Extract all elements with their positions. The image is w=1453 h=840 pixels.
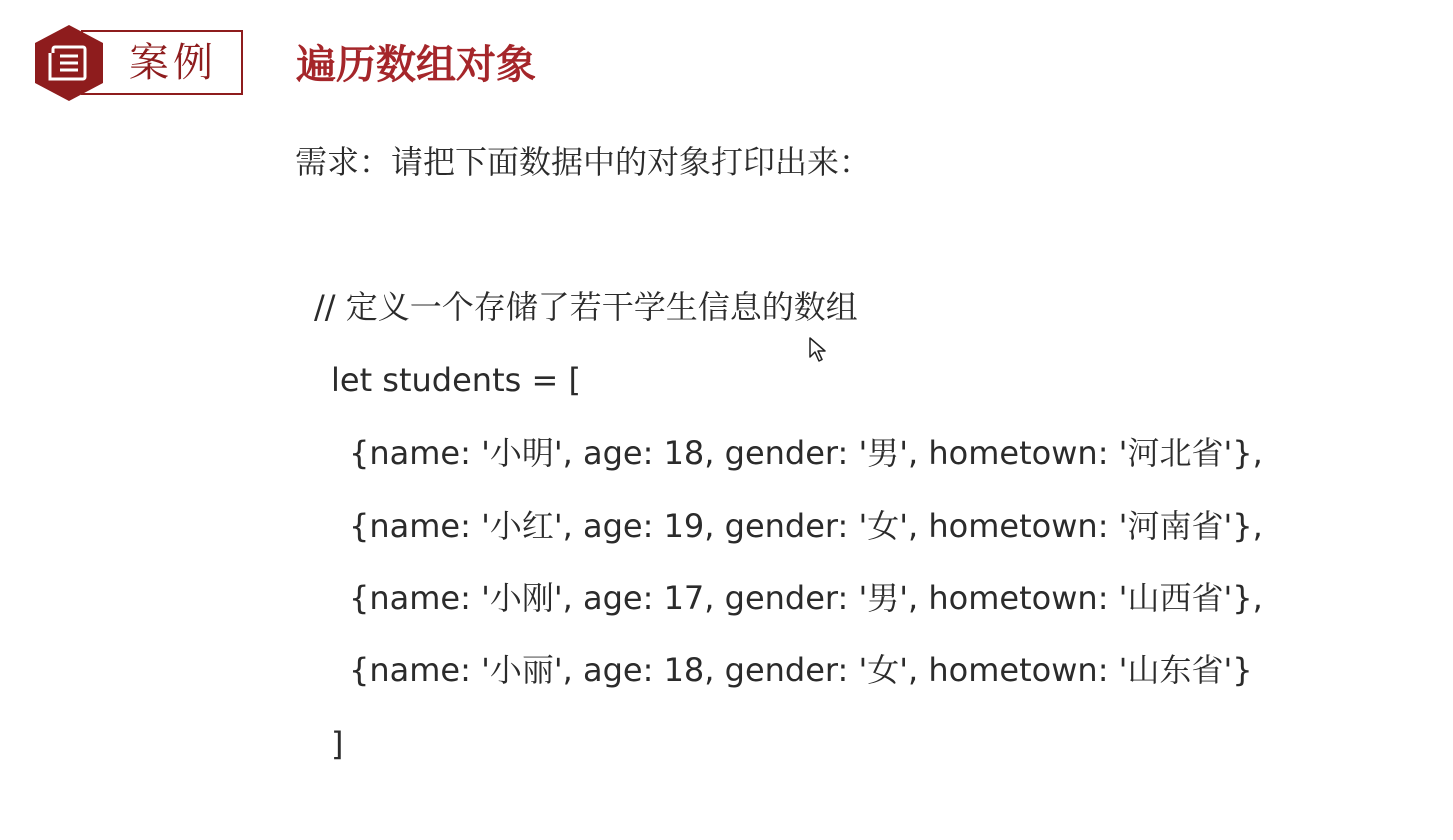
code-row-3: {name: '小刚', age: 17, gender: '男', hometown: '山西省'}, xyxy=(349,579,1263,617)
case-badge xyxy=(33,23,245,103)
code-comment: // 定义一个存储了若干学生信息的数组 xyxy=(314,288,858,326)
code-declaration: let students = [ xyxy=(331,361,581,399)
badge-label: 案例 xyxy=(129,40,217,86)
requirement-text: 需求：请把下面数据中的对象打印出来： xyxy=(295,143,872,181)
code-row-4: {name: '小丽', age: 18, gender: '女', hometown: '山东省'} xyxy=(349,651,1253,689)
code-row-1: {name: '小明', age: 18, gender: '男', hometown: '河北省'}, xyxy=(349,434,1263,472)
mouse-pointer-icon xyxy=(809,337,827,363)
code-closing: ] xyxy=(331,725,344,763)
document-icon xyxy=(33,23,105,103)
code-row-2: {name: '小红', age: 19, gender: '女', hometown: '河南省'}, xyxy=(349,507,1263,545)
page-title: 遍历数组对象 xyxy=(296,42,536,88)
